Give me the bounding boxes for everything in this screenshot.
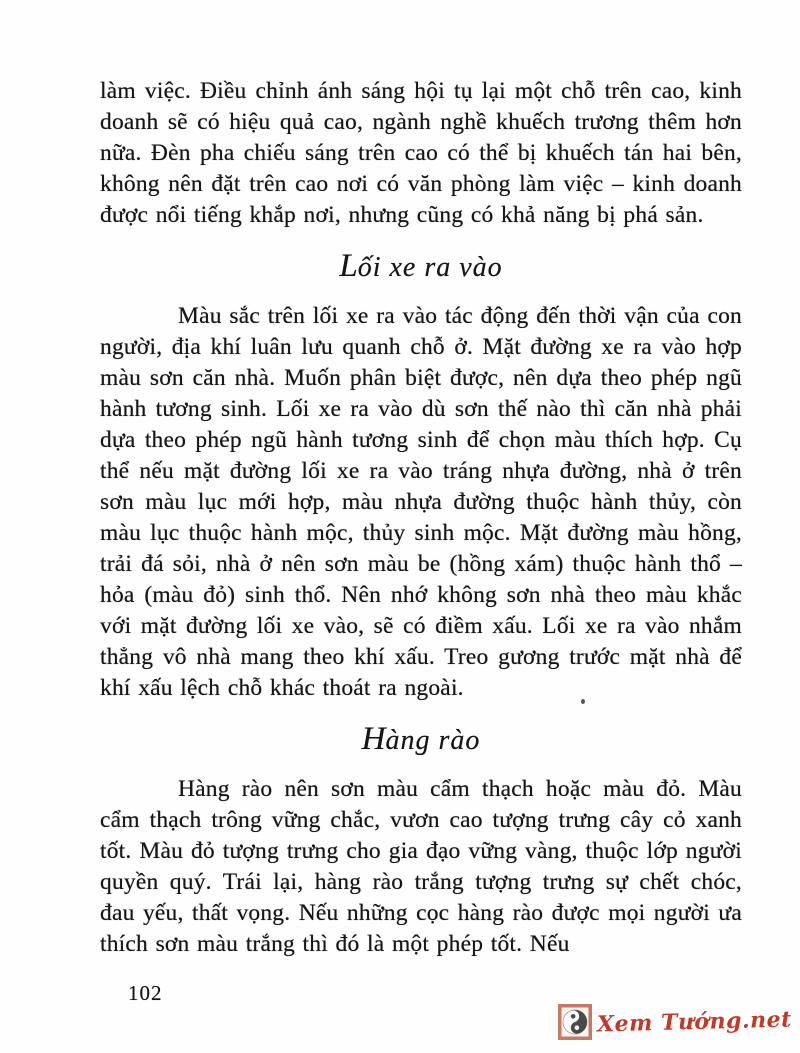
- page-number: 102: [128, 981, 163, 1005]
- page-content: [100, 76, 742, 960]
- watermark-text: Xem Tướng.net: [596, 1006, 793, 1038]
- scan-speck: [581, 699, 585, 704]
- paragraph-fence: Hàng rào nên sơn màu cẩm thạch hoặc màu đỏ. Màu cẩm thạch trông vững chắc, vươn cao tượng trưng cây cỏ xanh tốt. Màu đỏ tượng trưng cho gia đạo vững vàng, thuộc lớp người quyền quý. Trái lại, hàng rào trắng tượng trưng sự chết chóc, đau yếu, thất vọng. Nếu những cọc hàng rào được mọi người ưa thích sơn màu trắng thì đó là một phép tốt. Nếu: [100, 776, 742, 957]
- section-heading-driveway: Lối xe ra vào: [339, 248, 503, 284]
- watermark: [558, 1004, 792, 1040]
- paragraph-driveway: Màu sắc trên lối xe ra vào tác động đến thời vận của con người, địa khí luân lưu quanh chỗ ở. Mặt đường xe ra vào hợp màu sơn căn nhà. Muốn phân biệt được, nên dựa theo phép ngũ hành tương sinh. Lối xe ra vào dù sơn thế nào thì căn nhà phải dựa theo phép ngũ hành tương sinh để chọn màu thích hợp. Cụ thể nếu mặt đường lối xe ra vào tráng nhựa đường, nhà ở trên sơn màu lục mới hợp, màu nhựa đường thuộc hành thủy, còn màu lục thuộc hành mộc, thủy sinh mộc. Mặt đường màu hồng, trải đá sỏi, nhà ở nên sơn màu be (hồng xám) thuộc hành thổ – hỏa (màu đỏ) sinh thổ. Nên nhớ không sơn nhà theo màu khắc với mặt đường lối xe vào, sẽ có điềm xấu. Lối xe ra vào nhắm thẳng vô nhà mang theo khí xấu. Treo gương trước mặt nhà để khí xấu lệch chỗ khác thoát ra ngoài.: [100, 303, 742, 701]
- paragraph-office-light: làm việc. Điều chỉnh ánh sáng hội tụ lại một chỗ trên cao, kinh doanh sẽ có hiệu quả cao, ngành nghề khuếch trương thêm hơn nữa. Đèn pha chiếu sáng trên cao có thể bị khuếch tán hai bên, không nên đặt trên cao nơi có văn phòng làm việc – kinh doanh được nổi tiếng khắp nơi, nhưng cũng có khả năng bị phá sản.: [100, 78, 742, 228]
- section-heading-fence: Hàng rào: [361, 721, 481, 757]
- yin-yang-icon: [558, 1004, 592, 1040]
